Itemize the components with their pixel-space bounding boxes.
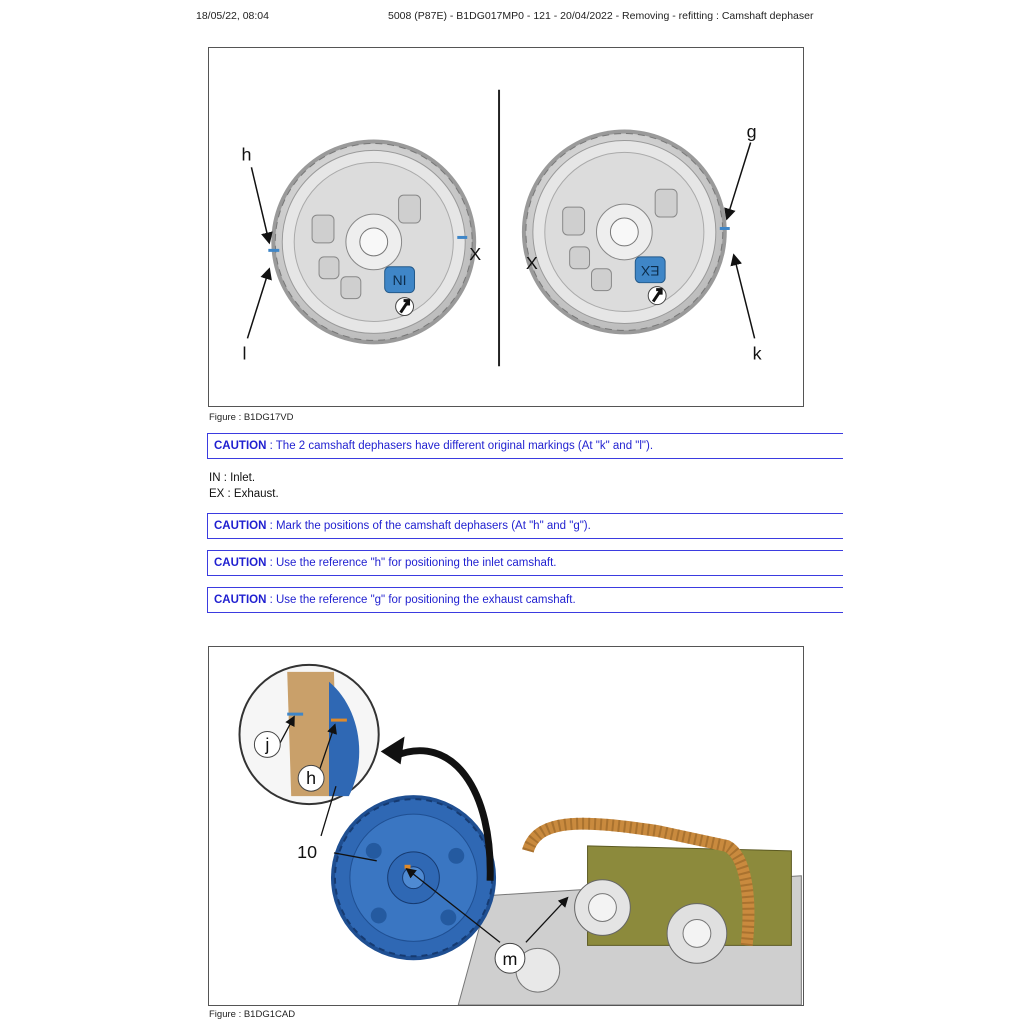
caution-label: CAUTION	[214, 557, 267, 569]
x-mark-right: X	[525, 252, 538, 273]
label-10: 10	[297, 841, 318, 862]
caution-text: : Mark the positions of the camshaft dephasers (At "h" and "g").	[266, 520, 591, 532]
dephasers-illustration	[209, 48, 803, 406]
label-k: k	[752, 343, 762, 364]
caution-text: : The 2 camshaft dephasers have different original markings (At "k" and "l").	[266, 440, 654, 452]
label-l: l	[242, 343, 247, 364]
caution-exhaust-reference	[207, 587, 843, 613]
refitting-illustration	[209, 647, 803, 1005]
definition-exhaust: EX : Exhaust.	[209, 488, 279, 500]
label-h-detail: h	[306, 768, 317, 789]
header-title: 5008 (P87E) - B1DG017MP0 - 121 - 20/04/2022 - Removing - refitting : Camshaft dephaser	[388, 10, 814, 22]
caution-inlet-reference	[207, 550, 843, 576]
label-h: h	[241, 144, 252, 165]
caution-label: CAUTION	[214, 440, 267, 452]
exhaust-dephaser-gear	[522, 130, 730, 335]
caution-label: CAUTION	[214, 520, 267, 532]
caution-original-markings	[207, 433, 843, 459]
caution-text: : Use the reference "h" for positioning the inlet camshaft.	[266, 557, 557, 569]
inlet-dephaser-gear	[268, 139, 481, 344]
caution-mark-positions	[207, 513, 843, 539]
label-m: m	[502, 949, 518, 970]
label-j: j	[265, 734, 270, 755]
caution-text: : Use the reference "g" for positioning the exhaust camshaft.	[266, 594, 576, 606]
definition-inlet: IN : Inlet.	[209, 472, 256, 484]
x-mark-left: X	[469, 243, 482, 264]
figure1-caption: Figure : B1DG17VD	[209, 412, 294, 423]
caution-label: CAUTION	[214, 594, 267, 606]
label-g: g	[746, 121, 757, 142]
header-datetime: 18/05/22, 08:04	[196, 10, 269, 22]
figure-dephasers-markings	[208, 47, 804, 407]
figure-dephaser-refitting	[208, 646, 804, 1006]
figure2-caption: Figure : B1DG1CAD	[209, 1009, 296, 1020]
ex-marking: EX	[640, 262, 660, 279]
in-marking: IN	[392, 272, 407, 289]
dephaser-10	[331, 795, 496, 960]
